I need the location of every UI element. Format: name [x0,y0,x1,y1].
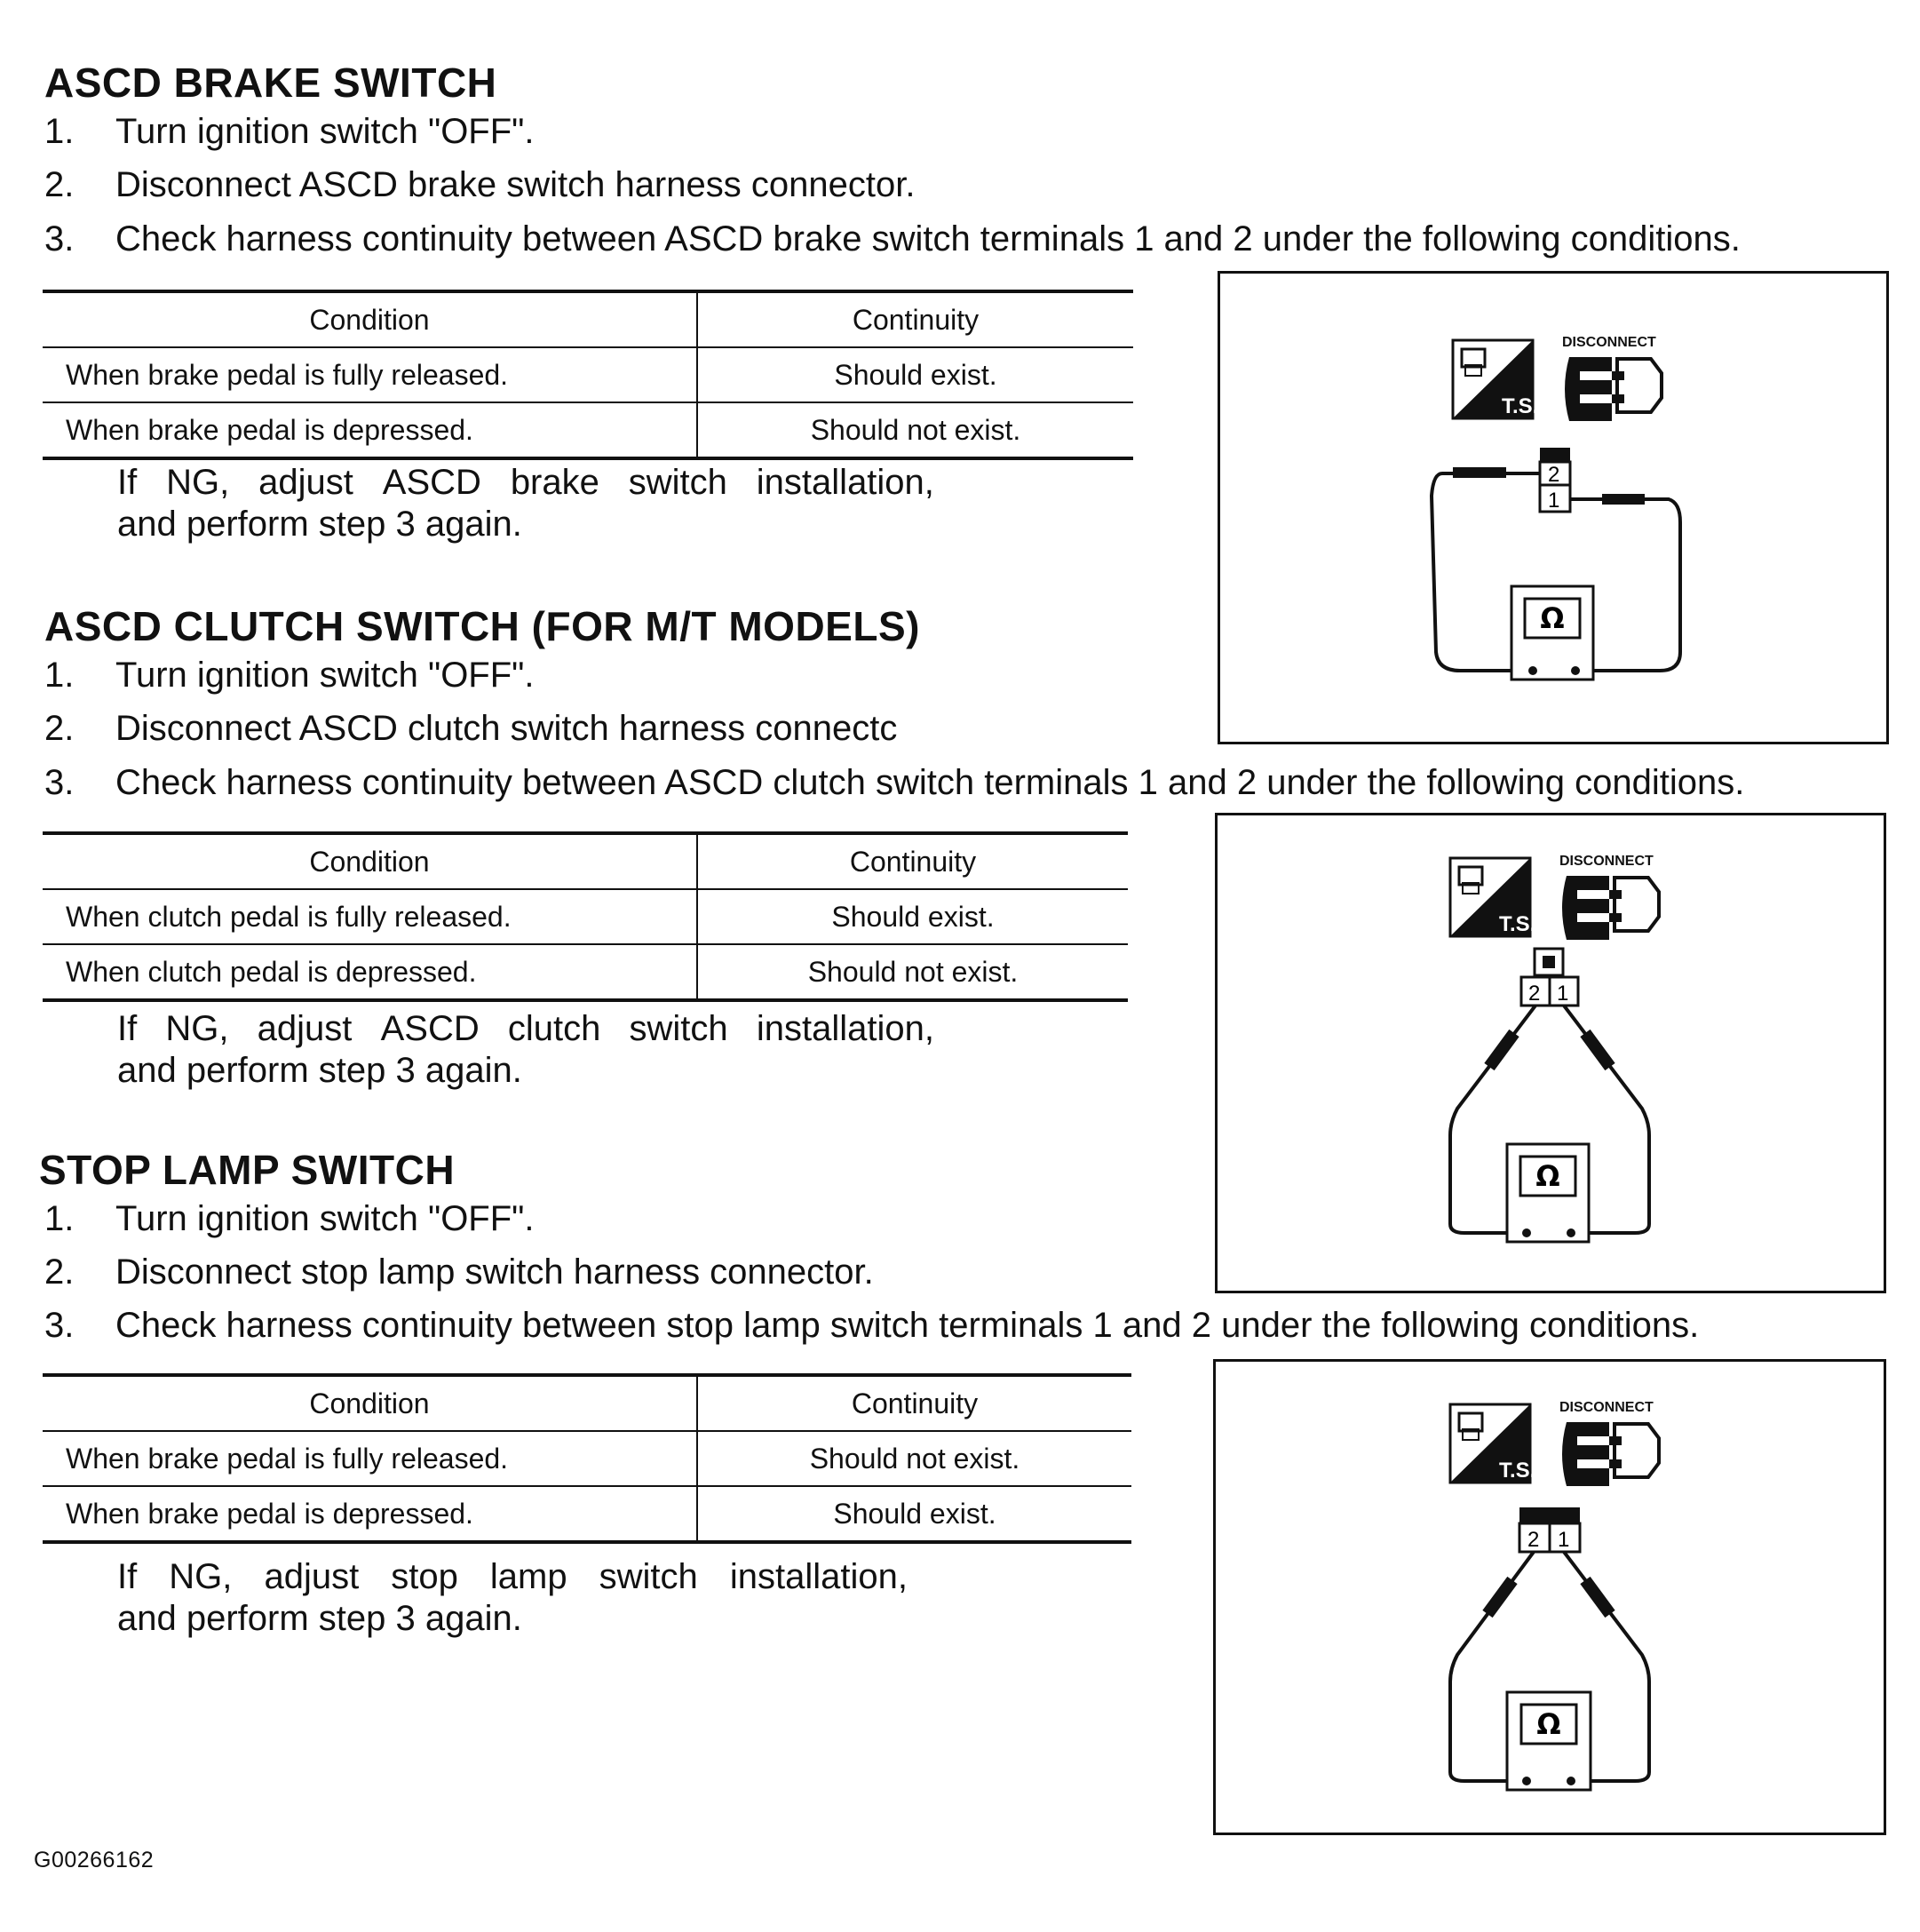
probe-icon [1585,1033,1610,1067]
table-row [43,889,1128,944]
ng-note: If NG, adjust ASCD clutch switch installation, and perform step 3 again. [117,1009,934,1090]
table-row [43,1431,1131,1486]
svg-text:T.S.: T.S. [1502,394,1539,418]
svg-text:Ω: Ω [1540,601,1565,635]
table-cell: Should not exist. [697,402,1133,458]
svg-text:2: 2 [1528,982,1541,1006]
table-row [43,944,1128,1000]
svg-text:T.S.: T.S. [1499,1459,1536,1483]
table-cell: When clutch pedal is depressed. [43,944,697,1000]
table-cell: When brake pedal is fully released. [43,1431,697,1486]
step-2: 2. Disconnect ASCD clutch switch harness connectc [44,709,898,748]
table-cell: Should not exist. [697,944,1128,1000]
table-cell: Should not exist. [697,1431,1131,1486]
step-2: 2. Disconnect ASCD brake switch harness connector. [44,165,916,204]
probe-icon [1585,1580,1610,1614]
table-row [43,347,1133,402]
table-header: Continuity [852,303,980,336]
ohmmeter-icon [1507,1692,1591,1790]
switch-connector [1519,1507,1580,1552]
section-title-ascd-brake-switch: ASCD BRAKE SWITCH [44,60,497,106]
continuity-test-diagram [1215,813,1886,1293]
section-title-stop-lamp-switch: STOP LAMP SWITCH [39,1147,456,1193]
step-1: 1. Turn ignition switch "OFF". [44,112,535,151]
svg-text:DISCONNECT: DISCONNECT [1562,335,1656,350]
disconnect-icon [1559,1400,1659,1486]
svg-text:2: 2 [1527,1528,1540,1552]
table-header: Continuity [851,1387,979,1419]
ohmmeter-icon [1511,586,1593,680]
table-row [43,1486,1131,1542]
step-3: 3. Check harness continuity between ASCD clutch switch terminals 1 and 2 under the following conditions. [44,763,1745,802]
tester-icon [1450,1404,1535,1483]
switch-connector [1540,448,1570,513]
ng-note: If NG, adjust stop lamp switch installation, and perform step 3 again. [117,1557,908,1638]
table-row [43,402,1133,458]
continuity-test-diagram [1218,271,1889,744]
probe-icon [1602,494,1645,505]
svg-text:DISCONNECT: DISCONNECT [1559,854,1654,869]
svg-text:DISCONNECT: DISCONNECT [1559,1400,1654,1415]
section-title-ascd-clutch-switch: ASCD CLUTCH SWITCH (FOR M/T MODELS) [44,603,920,649]
switch-connector [1521,949,1578,1006]
continuity-table [43,290,1133,460]
table-cell: When brake pedal is depressed. [43,402,697,458]
disconnect-icon [1562,335,1662,421]
step-1: 1. Turn ignition switch "OFF". [44,1199,535,1238]
step-3: 3. Check harness continuity between stop lamp switch terminals 1 and 2 under the following conditions. [44,1306,1700,1345]
svg-text:2: 2 [1548,463,1560,487]
svg-text:Ω: Ω [1535,1159,1560,1193]
svg-text:1: 1 [1557,982,1569,1006]
svg-text:1: 1 [1548,489,1560,513]
step-3: 3. Check harness continuity between ASCD brake switch terminals 1 and 2 under the following conditions. [44,219,1741,258]
tester-icon [1453,340,1538,418]
table-cell: When brake pedal is depressed. [43,1486,697,1542]
step-2: 2. Disconnect stop lamp switch harness connector. [44,1252,874,1292]
probe-icon [1453,467,1506,478]
probe-icon [1488,1580,1512,1614]
table-header: Condition [43,833,697,889]
table-header: Continuity [849,845,977,878]
svg-text:1: 1 [1558,1528,1570,1552]
table-header: Condition [43,1375,697,1431]
step-1: 1. Turn ignition switch "OFF". [44,656,535,695]
tester-icon [1450,858,1535,936]
ng-note: If NG, adjust ASCD brake switch installation, and perform step 3 again. [117,463,934,544]
table-cell: When clutch pedal is fully released. [43,889,697,944]
probe-icon [1489,1033,1514,1067]
ohmmeter-icon [1507,1144,1589,1242]
continuity-test-diagram [1213,1359,1886,1835]
continuity-table [43,1373,1131,1544]
continuity-table [43,831,1128,1002]
table-cell: When brake pedal is fully released. [43,347,697,402]
table-header: Condition [43,291,697,347]
svg-text:T.S.: T.S. [1499,912,1536,936]
table-cell: Should exist. [697,889,1128,944]
svg-text:Ω: Ω [1536,1707,1561,1741]
disconnect-icon [1559,854,1659,940]
figure-code: G00266162 [34,1848,155,1872]
table-cell: Should exist. [697,347,1133,402]
table-cell: Should exist. [697,1486,1131,1542]
